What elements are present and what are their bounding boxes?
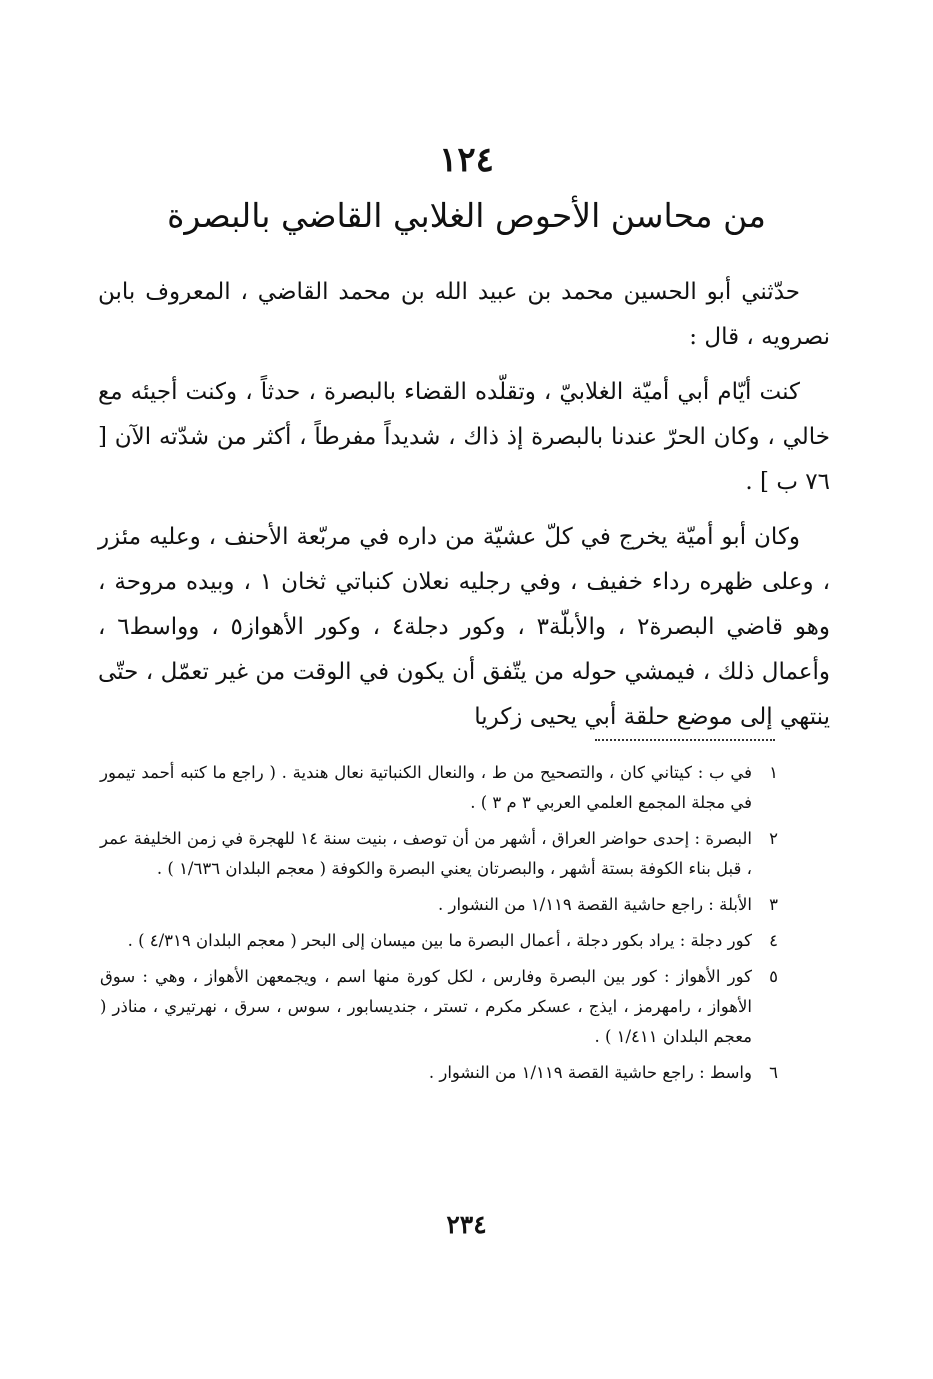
story-number: ١٢٤ (439, 140, 494, 180)
footnote (100, 824, 778, 884)
footnote-text: واسط : راجع حاشية القصة ١/١١٩ من النشوار . (428, 1063, 752, 1082)
footnote (100, 890, 778, 920)
page-title: من محاسن الأحوص الغلابي القاضي بالبصرة (167, 196, 766, 235)
footnote-text: كور دجلة : يراد بكور دجلة ، أعمال البصرة ما بين ميسان إلى البحر ( معجم البلدان ٤/٣١٩ ) . (127, 931, 752, 950)
footnote-number: ٥ (769, 967, 778, 986)
page-number: ٢٣٤ (446, 1210, 487, 1239)
footnote (100, 758, 778, 818)
footnote-number: ٤ (769, 931, 778, 950)
paragraph: حدّثني أبو الحسين محمد بن عبيد الله بن محمد القاضي ، المعروف بابن نصرويه ، قال : (98, 279, 830, 350)
main-text (98, 270, 830, 750)
footnote-number: ٦ (769, 1063, 778, 1082)
footnote-text: كور الأهواز : كور بين البصرة وفارس ، لكل كورة منها اسم ، ويجمعهن الأهواز ، وهي : سوق الأهواز ، رامهرمز ، ايذج ، عسكر مكرم ، تستر ، جنديسابور ، سوس ، سرق ، نهرتيري ، مناذر ( معجم البلدان ١/٤١١ ) . (100, 967, 752, 1046)
footnotes (100, 758, 778, 1094)
footnote-number: ٣ (769, 895, 778, 914)
footnote-number: ٢ (769, 829, 778, 848)
paragraph: وكان أبو أميّة يخرج في كلّ عشيّة من داره في مربّعة الأحنف ، وعليه مئزر ، وعلى ظهره رداء خفيف ، وفي رجليه نعلان كنباتي ثخان ١ ، وبيده مروحة ، وهو قاضي البصرة٢ ، والأبلّة٣ ، وكور دجلة٤ ، وكور الأهواز٥ ، وواسط٦ ، وأعمال ذلك ، فيمشي حوله من يتّفق أن يكون في الوقت من غير تعمّل ، حتّى ينتهي إلى موضع حلقة أبي يحيى زكريا (98, 524, 830, 730)
footnote-text: البصرة : إحدى حواضر العراق ، أشهر من أن توصف ، بنيت سنة ١٤ للهجرة في زمن الخليفة عمر ، قبل بناء الكوفة بستة أشهر ، والبصرتان يعني البصرة والكوفة ( معجم البلدان ١/٦٣٦ ) . (100, 829, 752, 878)
paragraph: كنت أيّام أبي أميّة الغلابيّ ، وتقلّده القضاء بالبصرة ، حدثاً ، وكنت أجيئه مع خالي ، وكان الحرّ عندنا بالبصرة إذ ذاك ، شديداً مفرطاً ، أكثر من شدّته الآن [ ٧٦ ب ] . (98, 379, 830, 495)
footnote-text: الأبلة : راجع حاشية القصة ١/١١٩ من النشوار . (438, 895, 752, 914)
footnote (100, 926, 778, 956)
footnote (100, 1058, 778, 1088)
footnote (100, 962, 778, 1052)
footnote-text: في ب : كيتاني كان ، والتصحيح من ط ، والنعال الكنباتية نعال هندية . ( راجع ما كتبه أحمد تيمور في مجلة المجمع العلمي العربي ٣ م ٣ ) . (100, 763, 752, 812)
footnote-divider (595, 739, 775, 741)
footnote-number: ١ (769, 763, 778, 782)
